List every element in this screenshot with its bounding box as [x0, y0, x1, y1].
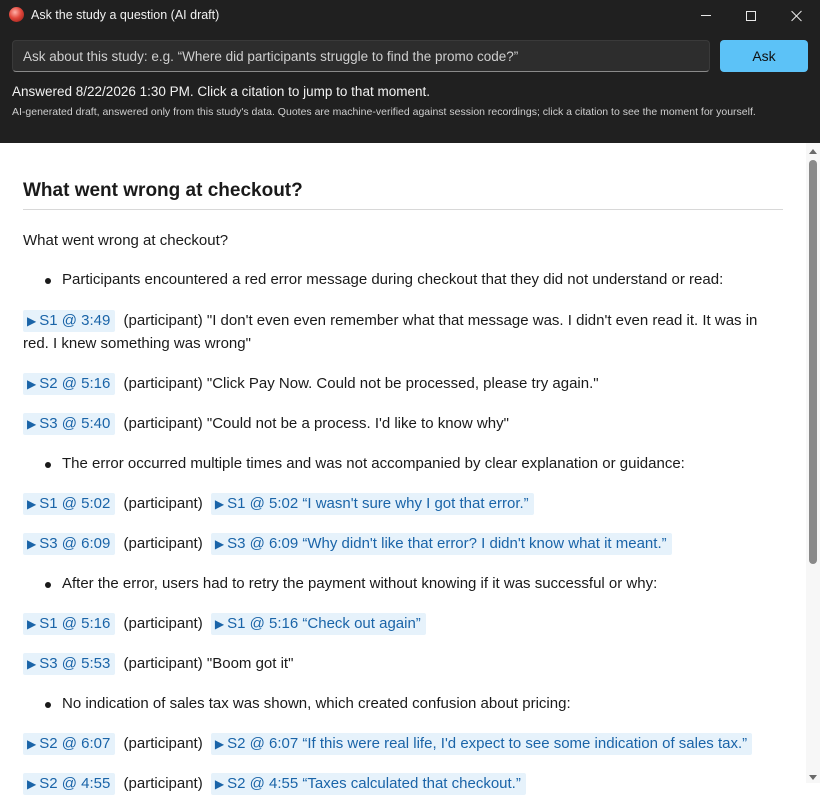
play-icon: ▶ [27, 377, 37, 391]
play-icon: ▶ [27, 417, 37, 431]
speaker-role: (participant) [123, 375, 203, 392]
answer-heading: What went wrong at checkout? [23, 180, 303, 201]
list-item: After the error, users had to retry the payment without knowing if it was successful or why: [40, 572, 780, 595]
ask-button[interactable]: Ask [720, 40, 808, 72]
ai-disclaimer: AI-generated draft, answered only from this study's data. Quotes are machine-verified against session recordings; click a citation to see the moment for yourself. [12, 106, 756, 118]
close-icon [791, 10, 803, 22]
scroll-up-icon[interactable] [809, 149, 817, 154]
citation-link[interactable]: ▶ S3 @ 5:53 [23, 653, 115, 675]
maximize-button[interactable] [729, 0, 773, 31]
citation-link[interactable]: ▶ S3 @ 5:40 [23, 413, 115, 435]
speaker-role: (participant) [123, 615, 203, 632]
scrollbar-thumb[interactable] [809, 160, 817, 564]
minimize-icon [701, 15, 711, 16]
answered-status: Answered 8/22/2026 1:30 PM. Click a citation to jump to that moment. [12, 84, 430, 99]
play-icon: ▶ [214, 737, 225, 751]
quote-text: "I don't even even remember what that message was. I didn't even read it. It was in red. I knew something was wrong" [23, 312, 758, 352]
quote-row [23, 412, 783, 435]
play-icon: ▶ [27, 617, 37, 631]
quote-text: "Boom got it" [206, 655, 294, 672]
quote-row [23, 372, 783, 395]
list-item: Participants encountered a red error message during checkout that they did not understand or read: [40, 268, 780, 291]
minimize-button[interactable] [684, 0, 728, 31]
citation-link[interactable]: ▶ S2 @ 6:07 [23, 733, 115, 755]
citation-quote-link[interactable]: ▶ S1 @ 5:02 “I wasn't sure why I got that error.” [211, 493, 534, 515]
speaker-role: (participant) [123, 535, 203, 552]
quote-row [23, 492, 783, 515]
title-bar [0, 0, 820, 31]
heading-divider [23, 209, 783, 210]
top-panel [0, 0, 820, 143]
citation-quote-link[interactable]: ▶ S2 @ 4:55 “Taxes calculated that checkout.” [211, 773, 526, 795]
citation-link[interactable]: ▶ S1 @ 5:02 [23, 493, 115, 515]
list-item: No indication of sales tax was shown, which created confusion about pricing: [40, 692, 780, 715]
citation-link[interactable]: ▶ S1 @ 5:16 [23, 613, 115, 635]
speaker-role: (participant) [123, 495, 203, 512]
vertical-scrollbar[interactable] [806, 143, 820, 783]
scroll-down-icon[interactable] [809, 775, 817, 780]
play-icon: ▶ [214, 497, 225, 511]
citation-quote-link[interactable]: ▶ S3 @ 6:09 “Why didn't like that error? I didn't know what it meant.” [211, 533, 672, 555]
play-icon: ▶ [27, 537, 37, 551]
quote-row [23, 652, 783, 675]
speaker-role: (participant) [123, 312, 203, 329]
app-logo-icon [9, 7, 24, 22]
quote-row [23, 309, 783, 355]
quote-row [23, 612, 783, 635]
speaker-role: (participant) [123, 655, 203, 672]
close-button[interactable] [775, 0, 819, 31]
list-item: The error occurred multiple times and was not accompanied by clear explanation or guidance: [40, 452, 780, 475]
play-icon: ▶ [214, 777, 225, 791]
maximize-icon [746, 11, 756, 21]
play-icon: ▶ [27, 314, 37, 328]
speaker-role: (participant) [123, 775, 203, 792]
play-icon: ▶ [27, 737, 37, 751]
quote-row [23, 772, 783, 795]
speaker-role: (participant) [123, 735, 203, 752]
play-icon: ▶ [214, 537, 225, 551]
question-input[interactable] [12, 40, 710, 72]
play-icon: ▶ [27, 657, 37, 671]
citation-link[interactable]: ▶ S2 @ 4:55 [23, 773, 115, 795]
answer-panel [0, 143, 806, 792]
window-title: Ask the study a question (AI draft) [31, 8, 220, 22]
speaker-role: (participant) [123, 415, 203, 432]
play-icon: ▶ [27, 497, 37, 511]
citation-quote-link[interactable]: ▶ S1 @ 5:16 “Check out again” [211, 613, 426, 635]
citation-quote-link[interactable]: ▶ S2 @ 6:07 “If this were real life, I'd expect to see some indication of sales tax.” [211, 733, 752, 755]
question-echo: What went wrong at checkout? [23, 232, 229, 249]
play-icon: ▶ [27, 777, 37, 791]
citation-link[interactable]: ▶ S3 @ 6:09 [23, 533, 115, 555]
citation-link[interactable]: ▶ S1 @ 3:49 [23, 310, 115, 332]
quote-text: "Could not be a process. I'd like to know why" [206, 415, 509, 432]
quote-text: "Click Pay Now. Could not be processed, please try again." [206, 375, 599, 392]
citation-link[interactable]: ▶ S2 @ 5:16 [23, 373, 115, 395]
quote-row [23, 732, 783, 755]
quote-row [23, 532, 783, 555]
play-icon: ▶ [214, 617, 225, 631]
